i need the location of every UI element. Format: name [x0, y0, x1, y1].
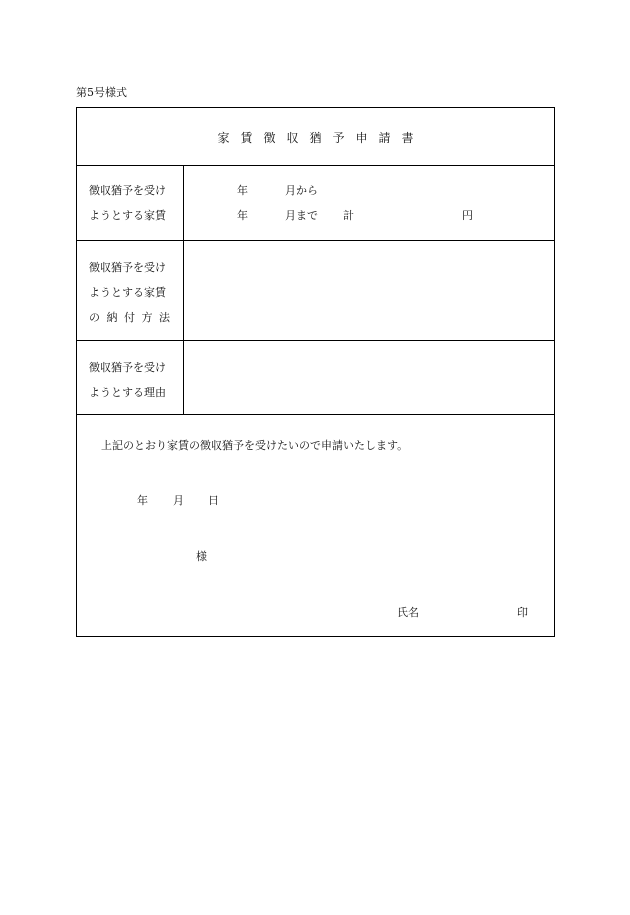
rent-period-label-line1: 徴収猶予を受け	[89, 184, 166, 197]
date-day-label: 日	[208, 494, 219, 507]
total-label: 計	[343, 209, 354, 222]
rent-period-row	[77, 166, 554, 241]
reason-value-cell	[184, 341, 554, 414]
name-label: 氏名	[397, 606, 419, 619]
payment-method-label-line3: の納付方法	[89, 311, 177, 324]
reason-label-line2: ようとする理由	[89, 386, 166, 399]
title-row	[77, 108, 554, 166]
application-form	[76, 107, 555, 637]
from-month-label: 月から	[285, 184, 318, 197]
payment-method-label-cell	[77, 241, 184, 340]
statement-text: 上記のとおり家賃の徴収猶予を受けたいので申請いたします。	[101, 439, 409, 452]
reason-label-line1: 徴収猶予を受け	[89, 361, 166, 374]
payment-method-row	[77, 241, 554, 341]
form-title: 家賃徴収猶予申請書	[217, 131, 425, 145]
date-year-label: 年	[137, 494, 148, 507]
rent-period-label-line2: ようとする家賃	[89, 209, 166, 222]
payment-method-label-line1: 徴収猶予を受け	[89, 261, 166, 274]
statement-area	[77, 415, 554, 636]
form-number: 第5号様式	[76, 86, 127, 99]
seal-mark: 印	[517, 606, 528, 619]
addressee-suffix: 様	[196, 550, 207, 563]
payment-method-value-cell	[184, 241, 554, 340]
from-year-label: 年	[237, 184, 248, 197]
date-month-label: 月	[173, 494, 184, 507]
until-month-label: 月まで	[285, 209, 318, 222]
rent-period-label-cell	[77, 166, 184, 240]
rent-period-value-cell	[184, 166, 554, 240]
until-year-label: 年	[237, 209, 248, 222]
yen-label: 円	[462, 209, 473, 222]
reason-label-cell	[77, 341, 184, 414]
reason-row	[77, 341, 554, 415]
payment-method-label-line2: ようとする家賃	[89, 286, 166, 299]
